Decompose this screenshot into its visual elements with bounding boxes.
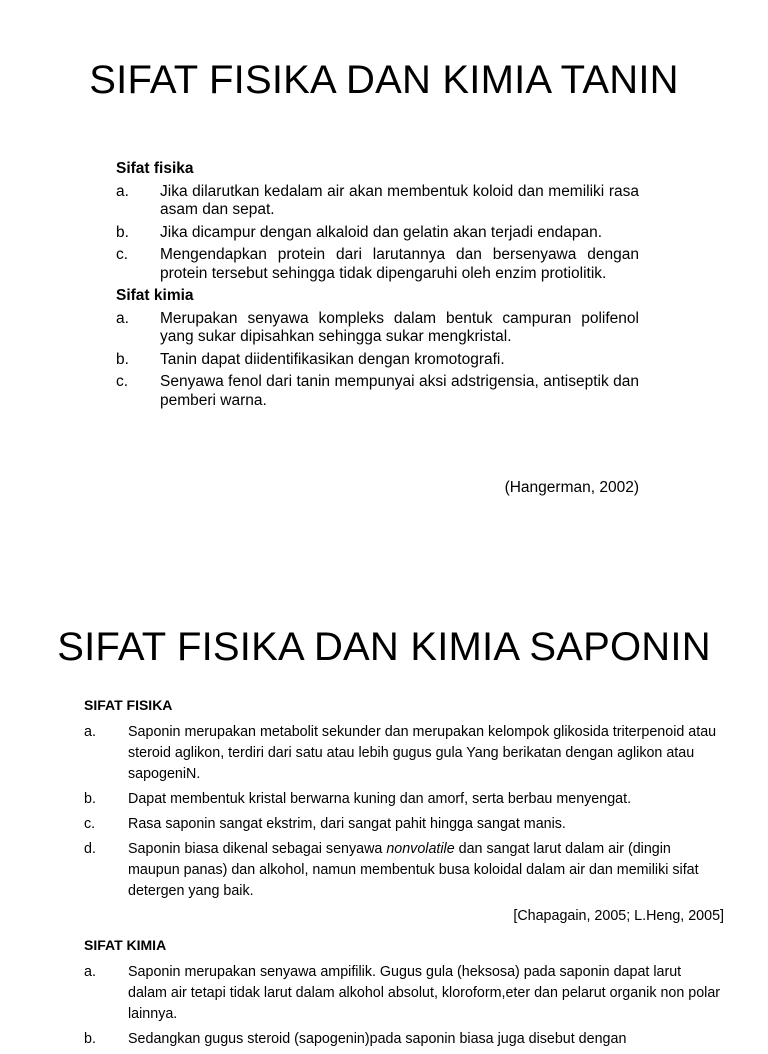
list-marker: a. [116, 309, 129, 327]
list-marker: c. [116, 246, 129, 263]
italic-term: nonvolatile [386, 841, 455, 857]
list-item [116, 183, 639, 220]
section-heading-fisika: SIFAT FISIKA [84, 697, 173, 713]
list-text: Saponin merupakan senyawa ampifilik. Gugus gula (heksosa) pada saponin dapat larut dalam air tetapi tidak larut dalam alkohol absolut, kloroform,eter dan pelarut organik non polar lainnya. [128, 964, 721, 1022]
list-item [84, 839, 724, 902]
list-item [84, 722, 724, 785]
list-text: Rasa saponin sangat ekstrim, dari sangat pahit hingga sangat manis. [128, 816, 566, 832]
list-marker: d. [84, 841, 96, 857]
text-segment: dan sangat larut dalam air (dingin maupun panas) dan alkohol, namun membentuk busa koloidal dalam air dan memiliki sifat detergen yang baik. [128, 841, 699, 899]
slide-title: SIFAT FISIKA DAN KIMIA SAPONIN [57, 625, 711, 669]
list-marker: b. [116, 350, 129, 368]
list-item [84, 789, 724, 810]
list-item [116, 224, 639, 243]
slide-title: SIFAT FISIKA DAN KIMIA TANIN [89, 58, 679, 102]
list-marker: a. [116, 182, 129, 200]
list-marker: a. [84, 724, 96, 740]
list-text: Dapat membentuk kristal berwarna kuning dan amorf, serta berbau menyengat. [128, 791, 632, 807]
list-text [128, 839, 724, 902]
list-marker: b. [84, 791, 96, 807]
list-text: Senyawa fenol dari tanin mempunyai aksi adstrigensia, antiseptik dan pemberi warna. [160, 373, 639, 409]
fisika-list [84, 722, 724, 902]
kimia-list [116, 310, 639, 411]
section-heading-kimia: SIFAT KIMIA [84, 937, 167, 953]
list-item [116, 246, 639, 283]
list-text: Jika dicampur dengan alkaloid dan gelatin akan terjadi endapan. [160, 223, 603, 241]
list-item [84, 1029, 724, 1050]
slide-saponin [0, 600, 768, 1047]
list-marker: a. [84, 964, 96, 980]
list-marker: b. [116, 223, 129, 241]
list-item [116, 310, 639, 347]
citation: (Hangerman, 2002) [504, 479, 639, 496]
list-marker: b. [84, 1031, 96, 1047]
citation: [Chapagain, 2005; L.Heng, 2005] [513, 908, 724, 924]
list-item [84, 962, 724, 1025]
section-heading-kimia: Sifat kimia [116, 287, 194, 304]
list-item [116, 351, 639, 370]
list-marker: c. [84, 816, 96, 832]
fisika-list [116, 183, 639, 284]
kimia-list [84, 962, 724, 1050]
list-text: Sedangkan gugus steroid (sapogenin)pada saponin biasa juga disebut dengan [128, 1031, 627, 1047]
list-text: Merupakan senyawa kompleks dalam bentuk campuran polifenol yang sukar dipisahkan sehingga sukar mengkristal. [160, 309, 639, 345]
list-text: Tanin dapat diidentifikasikan dengan kromotografi. [160, 350, 505, 368]
list-text: Saponin merupakan metabolit sekunder dan merupakan kelompok glikosida triterpenoid atau steroid aglikon, terdiri dari satu atau lebih gugus gula Yang berikatan dengan aglikon atau sapogeniN. [128, 724, 717, 782]
list-text: Mengendapkan protein dari larutannya dan bersenyawa dengan protein tersebut sehingga tidak dipengaruhi oleh enzim protiolitik. [160, 246, 639, 282]
list-item [116, 373, 639, 410]
list-text: Jika dilarutkan kedalam air akan membentuk koloid dan memiliki rasa asam dan sepat. [160, 182, 639, 218]
list-item [84, 814, 724, 835]
list-marker: c. [116, 373, 129, 390]
section-heading-fisika: Sifat fisika [116, 160, 194, 177]
slide-body [84, 695, 724, 1054]
slide-body [116, 160, 639, 414]
text-segment: Saponin biasa dikenal sebagai senyawa [128, 841, 387, 857]
